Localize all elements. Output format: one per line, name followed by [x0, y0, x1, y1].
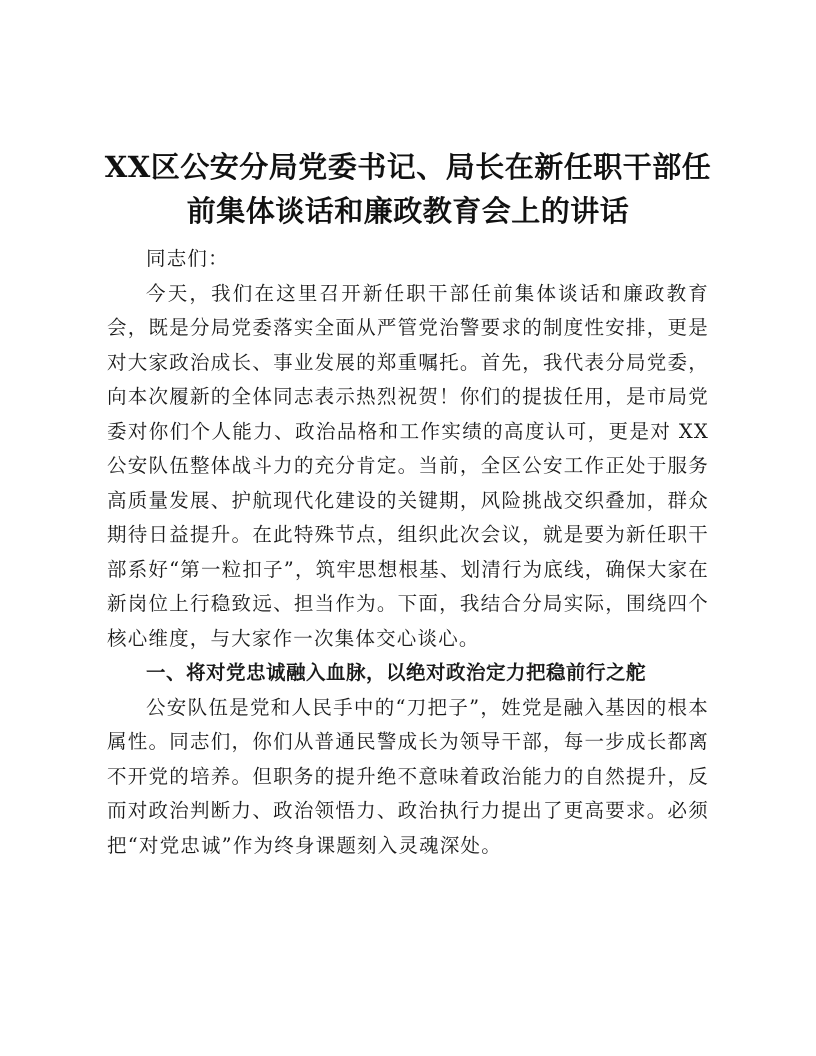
document-body [107, 242, 709, 863]
title-line-1: XX区公安分局党委书记、局长在新任职干部任 [104, 150, 712, 184]
paragraph-section-1: 公安队伍是党和人民手中的“刀把子”，姓党是融入基因的根本属性。同志们，你们从普通民警成长为领导干部，每一步成长都离不开党的培养。但职务的提升绝不意味着政治能力的自然提升，反而对政治判断力、政治领悟力、政治执行力提出了更高要求。必须把“对党忠诚”作为终身课题刻入灵魂深处。 [107, 695, 709, 857]
paragraph-opening: 今天，我们在这里召开新任职干部任前集体谈话和廉政教育会，既是分局党委落实全面从严管党治警要求的制度性安排，更是对大家政治成长、事业发展的郑重嘱托。首先，我代表分局党委，向本次履新的全体同志表示热烈祝贺！你们的提拔任用，是市局党委对你们个人能力、政治品格和工作实绩的高度认可，更是对 XX 公安队伍整体战斗力的充分肯定。当前，全区公安工作正处于服务高质量发展、护航现代化建设的关键期，风险挑战交织叠加，群众期待日益提升。在此特殊节点，组织此次会议，就是要为新任职干部系好“第一粒扣子”，筑牢思想根基、划清行为底线，确保大家在新岗位上行稳致远、担当作为。下面，我结合分局实际，围绕四个核心维度，与大家作一次集体交心谈心。 [107, 281, 709, 650]
section-heading-1: 一、将对党忠诚融入血脉，以绝对政治定力把稳前行之舵 [146, 661, 647, 684]
salutation: 同志们： [146, 247, 229, 270]
document-title [100, 145, 716, 233]
title-line-2: 前集体谈话和廉政教育会上的讲话 [186, 194, 630, 228]
